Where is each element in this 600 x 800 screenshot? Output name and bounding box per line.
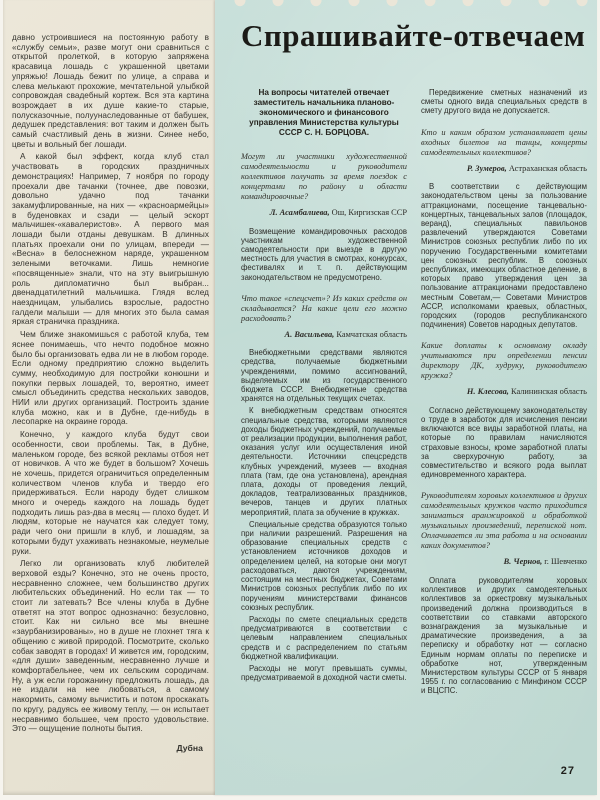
question-author [241,208,407,219]
article-paragraph: Чем ближе знакомишься с работой клуба, тем яснее понимаешь, что нечто подобное можно было бы организовать едва ли не в любом городе. Если одному предприятию сложно выделить сумму, необходимую для постройки конюшни и покупки первых лошадей, то, вероятно, имеет смысл объединить средства нескольких заводов, НИИ или других организаций. Построить здание клуба можно, как и в Дубне, где-нибудь в лесопарке на окраине города. [12,330,209,427]
section-title: Спрашивайте-отвечаем [241,18,586,53]
answer-text: Согласно действующему законодательству о труде в заработок для исчисления пенсии включаются все виды заработной платы, на которые по правилам начисляются страховые взносы, кроме заработной платы за сверхурочную работу, за совместительство и всякого рода выплат единовременного характера. [421,405,587,480]
answer-text-continued: Передвижение сметных назначений из сметы одного вида специальных средств в смету другого вида не допускается. [421,88,587,116]
answer-text: В соответствии с действующим законодательством цены за пользование аттракционами, посещение танцевально-концертных, танцевальных залов (площадок, веранд), специальных павильонов развлечений утверждаются Советами Министров союзных республик либо по их поручению Государственными комитетами цен союзных республик. В союзных республиках, имеющих областное деление, в которых право утверждения цен за пользование аттракционами предоставлено местным Советам,— Советами Министров АССР, исполкомами краевых, областных, городских (городов республиканского подчинения) Советов народных депутатов. [421,182,587,330]
article-signature: Дубна [176,742,203,753]
answer-text: Специальные средства образуются только при наличии разрешений. Разрешения на образование специальных средств с установлением источников доходов и определением целей, на которые они могут расходоваться, даются учреждениям, состоящим на местных бюджетах, Советами Министров союзных республик либо по их поручениям министерствами финансов союзных республик. [241,519,407,612]
page-number: 27 [560,765,575,777]
article-paragraph: Легко ли организовать клуб любителей верховой езды? Конечно, это не очень просто, несравненно сложнее, чем большинство других любительских объединений. Но если так — то стоит ли затевать? Все члены клуба в Дубне ответят на этот вопрос однозначно: безусловно, стоит. Как ни сильно все мы внешне «заурбанизированы», но в душе не глохнет тяга к общению с живой природой. Посмотрите, сколько собак заводят в городах! И живется им, городским, «для души» заведенным, несравненно лучше и комфортабельнее, чем их сельским сородичам. Ну, а уж если горожанину предложить лошадь, да не издали на нее любоваться, а самому накормить, самому вычистить и потом проскакать по кругу, радуясь ее живому теплу, — он испытает несравнимо большее, чем просто удовольствие. Это — ощущение полноты бытия. [12,559,209,734]
author-location: Калининская область [510,387,587,397]
question-text: Что такое «спецсчет»? Из каких средств он складывается? На какие цели его можно расходовать? [241,293,407,323]
author-location: Ош, Киргизская ССР [331,208,407,217]
article-paragraph: давно устроившиеся на постоянную работу в «службу семьи», разве могут они сравниться с открытой пролеткой, в которую запряжена красавица лошадь с украшенной цветами упряжью! Лошадь бежит по улице, а справа и слева мелькают прохожие, мечтательной улыбкой сопровождая свадебный кортеж. Вся эта картина возрождает в их душе какие-то старые, полусказочные, полуунаследованные от бабушек, дедушек представления: вот таким и должен быть самый счастливый день в жизни. Синее небо, цветы и вольный бег лошади. [12,33,209,149]
author-location: г. Шевченко [544,557,587,567]
author-name: Р. Зумеров, [466,163,507,173]
left-article-column [12,33,209,757]
question-text: Руководителям хоровых коллективов и других самодеятельных кружков часто приходится заниматься аранжировкой и обработкой музыкальных произведений, перепиской нот. Оплачивается ли эта работа и на основании каких документов? [421,491,587,551]
question-author [421,557,587,568]
magazine-page [3,0,597,795]
answer-text: К внебюджетным средствам относятся специальные средства, которыми являются доходы бюджетных учреждений, получаемые от реализации продукции, выполнения работ, оказания услуг или осуществления иной деятельности. Источники спецсредств клубных учреждений, музеев — входная плата (там, где она установлена), арендная плата, доходы от проведения лекций, докладов, театрализованных праздников, вечеров, танцев и других платных мероприятий, плата за обучение в кружках. [241,406,407,517]
qa-panel [215,0,597,795]
article-paragraph: Конечно, у каждого клуба будут свои особенности, свои проблемы. Так, в Дубне, маленьком городе, без всякой рекламы отбоя нет от новичков. А что же будет в большом? Хочешь не хочешь, придется ограничиться определенным количеством членов клуба и твердо его придерживаться. Если народу будет слишком много и очередь каждого на лошадь будет подходить лишь раз-два в месяц — плохо будет. И людям, которые не научатся как следует тому, ради чего они пришли в клуб, и лошадям, за которыми будут ухаживать незнакомые, неумелые руки. [12,430,209,556]
article-paragraph: А какой был эффект, когда клуб стал участвовать в городских праздничных демонстрациях! Например, 7 ноября по городу проехали две тачанки (точнее, две повозки, довольно удачно под тачанки закамуфлированные, на них — «красноармейцы» в буденовках и сзади — целый эскорт мальчишек-«кавалеристов». А первого мая лошади были отданы девушкам. В длинных платьях проехали они по улицам, впереди — «Весна» в белоснежном наряде, украшенном зелеными веточками. Лишь немногие «посвященные» знали, что на эту выигрышную роль дипломатично был выбран... двенадцатилетний мальчишка. Глядя вслед наездницам, улыбались взрослые, радостно галдели малыши — для многих это была самая яркая страничка праздника. [12,152,209,327]
answer-text: Оплата руководителям хоровых коллективов и других самодеятельных коллективов за оркестровку музыкальных произведений должна производиться в соответствии со ставками авторского вознаграждения за музыкальные и драматические произведения, а за переписку и обработку нот — согласно Единым нормам оплаты по переписке и обработке нот, утвержденным Министерством культуры СССР от 5 января 1955 г. по согласованию с Минфином СССР и ВЦСПС. [421,575,587,696]
author-name: Л. Асамбалиева, [269,208,330,217]
author-name: Н. Клесова, [466,387,509,397]
qa-column-1 [241,88,407,699]
question-text: Какие доплаты к основному окладу учитываются при определении пенсии директору ДК, худруку, руководителю кружка? [421,341,587,381]
author-name: А. Васильева, [284,329,335,339]
perforated-edge-decoration [215,0,597,12]
qa-intro: На вопросы читателей отвечает заместитель начальника планово-экономического и финансового управления Министерства культуры СССР С. Н. БОРЦОВА. [249,88,399,137]
question-author [421,164,587,175]
author-name: В. Чернов, [503,557,543,567]
answer-text: Возмещение командировочных расходов участникам художественной самодеятельности при выезде в другую местность для участия в смотрах, конкурсах, фестивалях и т. п. действующим законодательством не предусмотрено. [241,226,407,282]
answer-text: Расходы не могут превышать суммы, предусматриваемой в доходной части сметы. [241,663,407,683]
author-location: Камчатская область [336,329,407,339]
question-text: Могут ли участники художественной самодеятельности и руководители коллективов получать за время поездок с концертами по району и области командировочные? [241,152,407,201]
answer-text: Расходы по смете специальных средств предусматриваются в соответствии с целевым направлением специальных средств и с распределением по статьям бюджетной квалификации. [241,614,407,661]
qa-column-2 [421,88,587,699]
question-text: Кто и каким образом устанавливает цены входных билетов на танцы, концерты самодеятельных коллективов? [421,127,587,157]
answer-text: Внебюджетными средствами являются средства, получаемые бюджетными учреждениями, помимо ассигнований, выделяемых им из государственного бюджета СССР. Внебюджетные средства хранятся на отдельных текущих счетах. [241,348,407,404]
question-author [241,330,407,341]
author-location: Астраханская область [508,163,587,173]
question-author [421,387,587,398]
qa-columns [241,88,587,699]
